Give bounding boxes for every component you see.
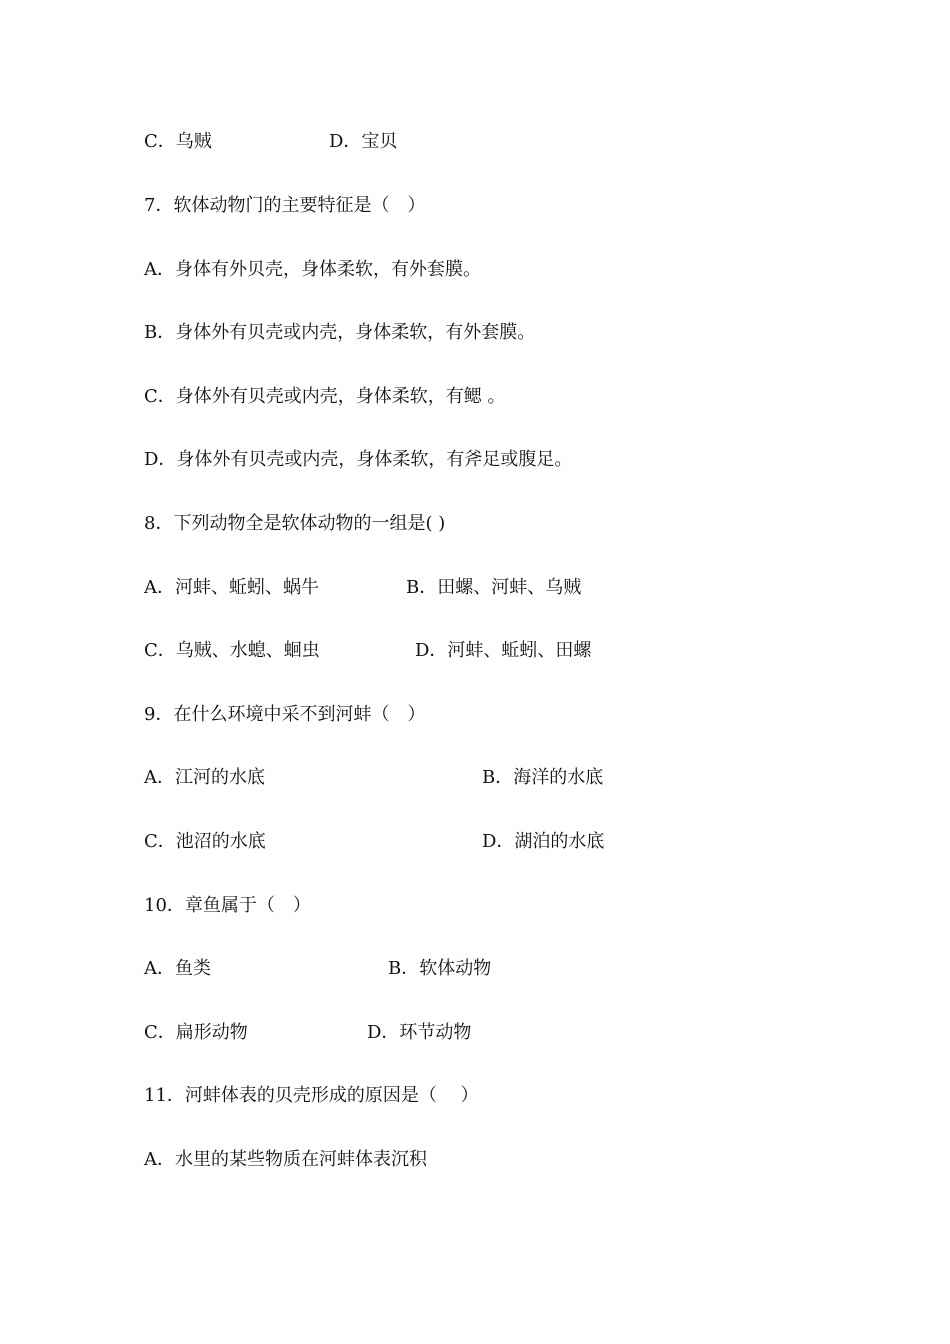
question-9-option-d: D．湖泊的水底 bbox=[482, 831, 605, 852]
question-10-option-d: D．环节动物 bbox=[367, 1022, 472, 1043]
question-8-option-a: A．河蚌、蚯蚓、蜗牛 bbox=[144, 577, 319, 598]
question-7-option-a: A．身体有外贝壳，身体柔软，有外套膜。 bbox=[144, 259, 481, 280]
question-10-option-c: C．扁形动物 bbox=[144, 1022, 248, 1043]
question-10-option-b: B．软体动物 bbox=[388, 958, 492, 979]
question-10: 10．章鱼属于（ ） bbox=[144, 895, 311, 916]
question-7-option-b: B．身体外有贝壳或内壳，身体柔软，有外套膜。 bbox=[144, 322, 536, 343]
question-9-option-a: A．江河的水底 bbox=[144, 767, 265, 788]
option-c: C．乌贼 bbox=[144, 131, 212, 152]
question-7-option-c: C．身体外有贝壳或内壳，身体柔软，有鳃 。 bbox=[144, 386, 506, 407]
question-11: 11．河蚌体表的贝壳形成的原因是（ ） bbox=[144, 1085, 479, 1106]
question-8: 8．下列动物全是软体动物的一组是( ) bbox=[144, 513, 446, 534]
question-11-option-a: A．水里的某些物质在河蚌体表沉积 bbox=[144, 1149, 427, 1170]
option-d: D．宝贝 bbox=[329, 131, 398, 152]
question-8-option-c: C．乌贼、水螅、蛔虫 bbox=[144, 640, 320, 661]
question-9-option-b: B．海洋的水底 bbox=[482, 767, 604, 788]
question-8-option-d: D．河蚌、蚯蚓、田螺 bbox=[415, 640, 592, 661]
question-7: 7．软体动物门的主要特征是（ ） bbox=[144, 195, 426, 216]
question-9-option-c: C．池沼的水底 bbox=[144, 831, 266, 852]
question-9: 9．在什么环境中采不到河蚌（ ） bbox=[144, 704, 426, 725]
question-8-option-b: B．田螺、河蚌、乌贼 bbox=[406, 577, 582, 598]
question-10-option-a: A．鱼类 bbox=[144, 958, 211, 979]
question-7-option-d: D．身体外有贝壳或内壳，身体柔软，有斧足或腹足。 bbox=[144, 449, 573, 470]
